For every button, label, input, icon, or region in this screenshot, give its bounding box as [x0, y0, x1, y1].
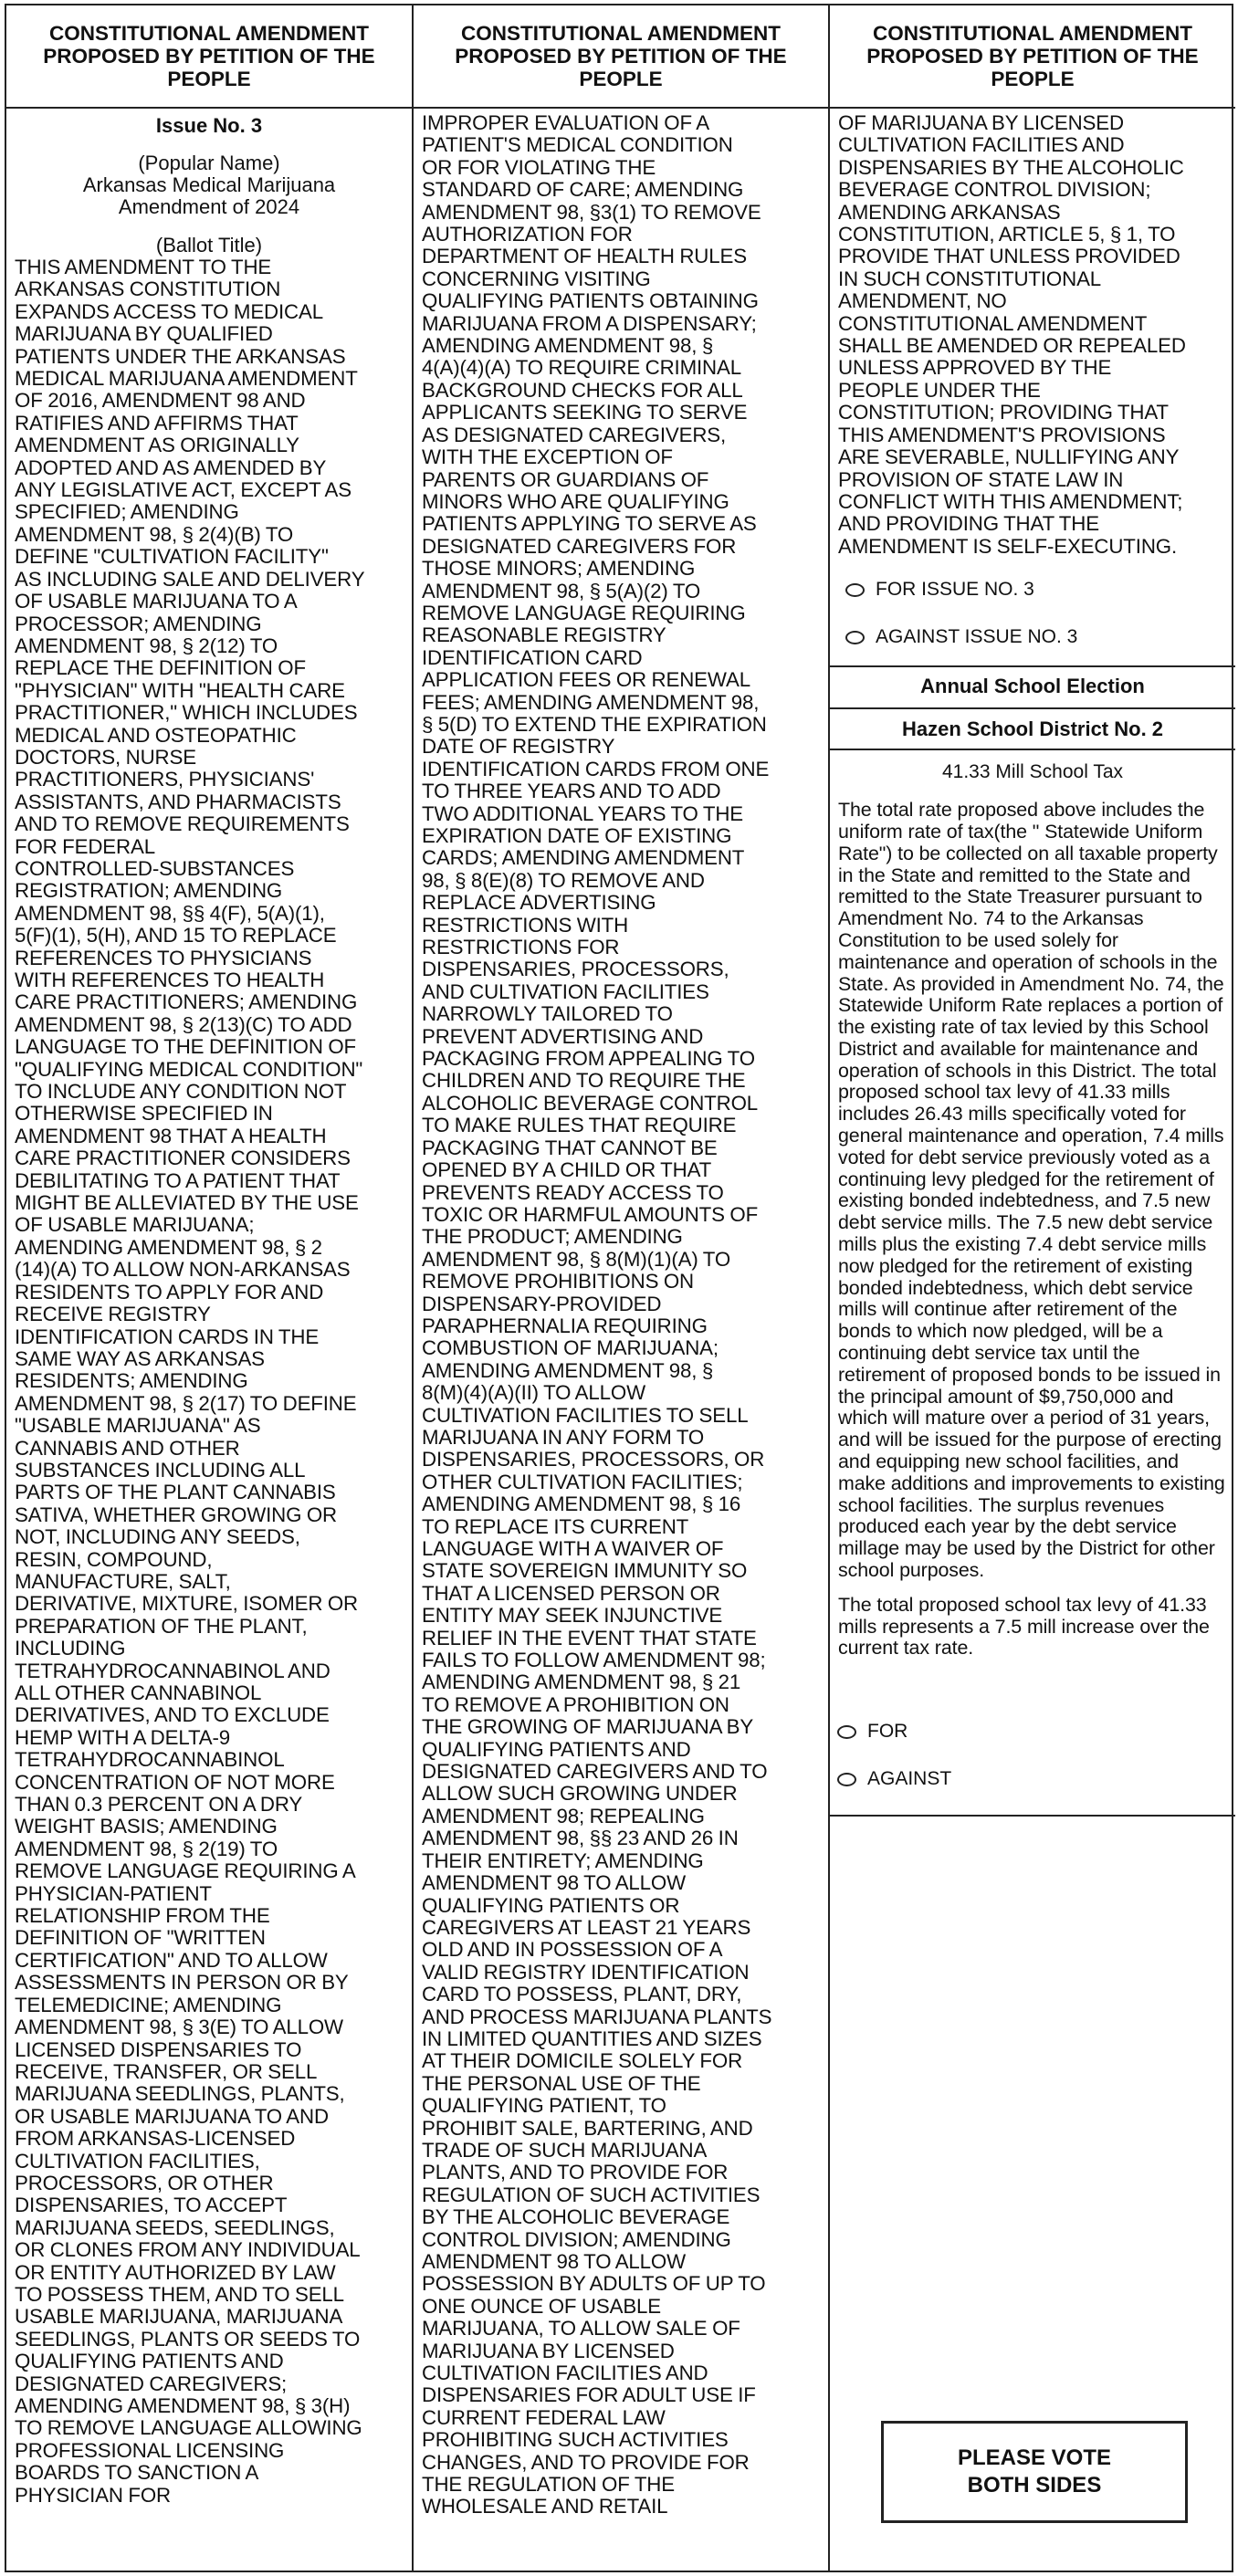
ballot-text-line: 4(A)(4)(A) TO REQUIRE CRIMINAL [422, 356, 741, 380]
ballot-text-line: WHOLESALE AND RETAIL [422, 2495, 668, 2518]
ballot-text-line: AMENDMENT 98, § 2(12) TO [15, 634, 278, 657]
ballot-text-line: PLANTS, AND TO PROVIDE FOR [422, 2161, 729, 2184]
ballot-text-line: REPLACE ADVERTISING [422, 891, 656, 915]
ballot-text-line: ALL OTHER CANNABINOL [15, 1681, 262, 1704]
ballot-text-line: REGULATION OF SUCH ACTIVITIES [422, 2183, 761, 2206]
ballot-text-line: CULTIVATION FACILITIES TO SELL [422, 1403, 749, 1427]
ballot-text-line: IDENTIFICATION CARD [422, 645, 643, 669]
ballot-text-line: PHYSICIAN FOR [15, 2483, 171, 2507]
ballot-text-line: DOCTORS, NURSE [15, 745, 196, 769]
ballot-text-line: DISPENSARY-PROVIDED [422, 1292, 662, 1315]
issue-3-against-label: AGAINST ISSUE NO. 3 [876, 626, 1078, 648]
ballot-text-line: (14)(A) TO ALLOW NON-ARKANSAS [15, 1258, 351, 1282]
ballot-text-line: NARROWLY TAILORED TO [422, 1002, 673, 1026]
column-header: CONSTITUTIONAL AMENDMENT PROPOSED BY PETITION OF THE PEOPLE [414, 5, 828, 109]
ballot-text-line: CONTROLLED-SUBSTANCES [15, 856, 295, 880]
popular-name-line-1: Arkansas Medical Marijuana [82, 173, 336, 196]
popular-name-line-2: Amendment of 2024 [118, 195, 300, 218]
ballot-text-line: RESIDENTS; AMENDING [15, 1369, 248, 1393]
ballot-text-line: CERTIFICATION" AND TO ALLOW [15, 1948, 328, 1972]
ballot-text-line: DERIVATIVES, AND TO EXCLUDE [15, 1703, 330, 1727]
ballot-text-line: MARIJUANA BY QUALIFIED [15, 322, 273, 346]
ballot-text-line: DISPENSARIES, PROCESSORS, OR [422, 1448, 765, 1471]
ballot-text-line: TO THREE YEARS AND TO ADD [422, 780, 721, 803]
ballot-text-line: CONSTITUTION; PROVIDING THAT [838, 401, 1169, 424]
ballot-text-line: REMOVE LANGUAGE REQUIRING A [15, 1859, 356, 1883]
ballot-text-line: MARIJUANA SEEDLINGS, PLANTS, [15, 2082, 345, 2106]
ballot-text-line: CULTIVATION FACILITIES, [15, 2149, 260, 2173]
ballot-text-line: 98, § 8(E)(8) TO REMOVE AND [422, 868, 705, 892]
ballot-text-line: IN SUCH CONSTITUTIONAL [838, 267, 1102, 290]
ballot-text-line: PREVENT ADVERTISING AND [422, 1024, 704, 1048]
ballot-title-text-part-3 [838, 112, 1227, 558]
ballot-text-line: AMENDMENT 98, § 8(M)(1)(A) TO [422, 1247, 731, 1271]
ballot-text-line: OR FOR VIOLATING THE [422, 155, 656, 179]
column-header: CONSTITUTIONAL AMENDMENT PROPOSED BY PETITION OF THE PEOPLE [830, 5, 1235, 109]
ballot-text-line: TOXIC OR HARMFUL AMOUNTS OF [422, 1202, 759, 1226]
ballot-text-line: CULTIVATION FACILITIES AND [422, 2361, 708, 2385]
tax-for-option[interactable] [837, 1720, 1235, 1744]
ballot-text-line: FAILS TO FOLLOW AMENDMENT 98; [422, 1649, 766, 1672]
ballot-text-line: RATIFIES AND AFFIRMS THAT [15, 411, 299, 435]
vote-oval-icon[interactable] [845, 583, 865, 597]
ballot-text-line: SEEDLINGS, PLANTS OR SEEDS TO [15, 2327, 361, 2351]
ballot-text-line: CONCENTRATION OF NOT MORE [15, 1770, 335, 1794]
ballot-title-text-part-1 [15, 257, 404, 2507]
ballot-text-line: REMOVE PROHIBITIONS ON [422, 1270, 694, 1293]
ballot-text-line: APPLICATION FEES OR RENEWAL [422, 668, 750, 692]
ballot-text-line: MEDICAL AND OSTEOPATHIC [15, 723, 297, 747]
ballot-text-line: DATE OF REGISTRY [422, 735, 615, 759]
ballot-text-line: AND PROCESS MARIJUANA PLANTS [422, 2005, 772, 2028]
ballot-text-line: TRADE OF SUCH MARIJUANA [422, 2138, 708, 2162]
ballot-text-line: SAME WAY AS ARKANSAS [15, 1346, 265, 1370]
ballot-text-line: AMENDMENT 98, § 2(13)(C) TO ADD [15, 1012, 352, 1036]
ballot-text-line: THAN 0.3 PERCENT ON A DRY [15, 1793, 303, 1817]
issue-3-section [6, 109, 412, 2507]
ballot-text-line: RESTRICTIONS WITH [422, 913, 629, 937]
ballot-text-line: PATIENTS UNDER THE ARKANSAS [15, 344, 346, 368]
issue-3-against-option[interactable] [845, 625, 1227, 649]
ballot-title-label: (Ballot Title) [155, 234, 263, 257]
ballot-text-line: BEVERAGE CONTROL DIVISION; [838, 178, 1151, 202]
ballot-text-line: THOSE MINORS; AMENDING [422, 557, 696, 581]
ballot-text-line: DEFINE "CULTIVATION FACILITY" [15, 545, 329, 569]
ballot-text-line: QUALIFYING PATIENT, TO [422, 2094, 666, 2118]
ballot-text-line: OR USABLE MARIJUANA TO AND [15, 2104, 329, 2128]
ballot-text-line: TWO ADDITIONAL YEARS TO THE [422, 801, 744, 825]
ballot-text-line: PARENTS OR GUARDIANS OF [422, 467, 709, 491]
ballot-text-line: OTHERWISE SPECIFIED IN [15, 1102, 273, 1126]
ballot-text-line: HEMP WITH A DELTA-9 [15, 1725, 231, 1749]
ballot-text-line: OR ENTITY AUTHORIZED BY LAW [15, 2260, 336, 2284]
ballot-text-line: SATIVA, WHETHER GROWING OR [15, 1503, 338, 1526]
ballot-column-1 [6, 5, 414, 2571]
ballot-text-line: PACKAGING THAT CANNOT BE [422, 1136, 718, 1159]
tax-paragraph-1: The total rate proposed above includes the uniform rate of tax(the " Statewide Uniform Rate") to be collected on all taxable property in the State and remitted to the State and remitted to the State Treasurer pursuant to Amendment No. 74 to the Arkansas Constitution to be used solely for maintenance and operation of schools in the State. As provided in Amendment No. 74, the Statewide Uniform Rate replaces a portion of the existing rate of tax levied by this School District and available for maintenance and operation of schools in this District. The total proposed school tax levy of 41.33 mills includes 26.43 mills specifically voted for general maintenance and operation, 7.4 mills voted for debt service previously voted as a continuing levy pledged for the retirement of existing bonded indebtedness, and 7.5 new debt service mills. The 7.5 new debt service mills plus the existing 7.4 debt service mills now pledged for the retirement of existing bonded indebtedness, which debt service mills will continue after retirement of the bonds to which now pledged, will be a continuing debt service tax until the retirement of proposed bonds to be issued in the principal amount of $9,750,000 and which will mature over a period of 31 years, and will be issued for the purpose of erecting and equipping new school facilities, and make additions and improvements to existing school facilities. The surplus revenues produced each year by the debt service millage may be used by the District for other school purposes. [838, 799, 1225, 1582]
ballot-text-line: CARDS; AMENDING AMENDMENT [422, 846, 745, 870]
ballot-text-line: SHALL BE AMENDED OR REPEALED [838, 334, 1186, 358]
ballot-text-line: AMENDING AMENDMENT 98, § [422, 1358, 714, 1382]
ballot-text-line: IDENTIFICATION CARDS FROM ONE [422, 757, 770, 780]
ballot-text-line: CULTIVATION FACILITIES AND [838, 133, 1125, 157]
ballot-text-line: AMENDING AMENDMENT 98, § 21 [422, 1670, 741, 1694]
ballot-text-line: AMENDMENT 98, § 3(E) TO ALLOW [15, 2016, 343, 2039]
ballot-text-line: PARAPHERNALIA REQUIRING [422, 1314, 708, 1337]
ballot-text-line: OPENED BY A CHILD OR THAT [422, 1158, 712, 1182]
column-header: CONSTITUTIONAL AMENDMENT PROPOSED BY PETITION OF THE PEOPLE [6, 5, 412, 109]
ballot-text-line: THIS AMENDMENT'S PROVISIONS [838, 423, 1166, 446]
ballot-text-line: PROHIBITING SUCH ACTIVITIES [422, 2428, 729, 2452]
ballot-text-line: ARE SEVERABLE, NULLIFYING ANY [838, 445, 1180, 469]
ballot-text-line: AMENDMENT 98, §§ 4(F), 5(A)(1), [15, 901, 325, 925]
ballot-text-line: OR CLONES FROM ANY INDIVIDUAL [15, 2238, 361, 2262]
ballot-text-line: MARIJUANA IN ANY FORM TO [422, 1425, 705, 1449]
ballot-text-line: DESIGNATED CAREGIVERS FOR [422, 534, 737, 558]
ballot-text-line: CAREGIVERS AT LEAST 21 YEARS [422, 1915, 751, 1939]
ballot-column-3 [830, 5, 1235, 2571]
ballot-text-line: ALLOW SUCH GROWING UNDER [422, 1782, 738, 1806]
ballot-text-line: REFERENCES TO PHYSICIANS [15, 946, 312, 969]
ballot-text-line: PRACTITIONERS, PHYSICIANS' [15, 768, 315, 791]
ballot-text-line: 5(F)(1), 5(H), AND 15 TO REPLACE [15, 924, 337, 948]
ballot-text-line: ASSESSMENTS IN PERSON OR BY [15, 1971, 349, 1995]
ballot-text-line: THIS AMENDMENT TO THE [15, 256, 272, 278]
ballot-text-line: ENTITY MAY SEEK INJUNCTIVE [422, 1604, 723, 1628]
ballot-text-line: THE PERSONAL USE OF THE [422, 2071, 701, 2095]
ballot-text-line: MIGHT BE ALLEVIATED BY THE USE [15, 1191, 359, 1215]
ballot-text-line: BOARDS TO SANCTION A [15, 2461, 259, 2485]
ballot-text-line: 8(M)(4)(A)(II) TO ALLOW [422, 1381, 645, 1405]
ballot-text-line: WITH REFERENCES TO HEALTH [15, 969, 325, 991]
ballot-text-line: MANUFACTURE, SALT, [15, 1569, 231, 1593]
ballot-text-line: PROFESSIONAL LICENSING [15, 2438, 285, 2462]
ballot-text-line: AMENDMENT 98 TO ALLOW [422, 1871, 687, 1895]
issue-3-for-option[interactable] [845, 578, 1227, 602]
ballot-text-line: AND TO REMOVE REQUIREMENTS [15, 812, 350, 836]
ballot-text-line: OF USABLE MARIJUANA TO A [15, 590, 298, 613]
ballot-text-line: QUALIFYING PATIENTS OR [422, 1893, 680, 1917]
ballot-text-line: PROVISION OF STATE LAW IN [838, 467, 1124, 491]
ballot-text-line: CONSTITUTIONAL AMENDMENT [838, 311, 1148, 335]
ballot-text-line: AMENDMENT 98, § 2(17) TO DEFINE [15, 1391, 357, 1415]
ballot-text-line: REGISTRATION; AMENDING [15, 879, 283, 903]
ballot-text-line: PREPARATION OF THE PLANT, [15, 1614, 308, 1638]
ballot-text-line: DISPENSARIES, TO ACCEPT [15, 2194, 288, 2217]
tax-explanation [830, 800, 1235, 1660]
ballot-text-line: PROCESSORS, OR OTHER [15, 2171, 274, 2194]
ballot-text-line: OF USABLE MARIJUANA; [15, 1213, 255, 1237]
school-election-heading: Annual School Election [830, 665, 1235, 709]
tax-against-option[interactable] [837, 1767, 1235, 1791]
ballot-text-line: DEPARTMENT OF HEALTH RULES [422, 245, 747, 268]
ballot-text-line: CURRENT FEDERAL LAW [422, 2405, 666, 2429]
ballot-text-line: BACKGROUND CHECKS FOR ALL [422, 378, 743, 402]
ballot-text-line: ANY LEGISLATIVE ACT, EXCEPT AS [15, 478, 351, 502]
ballot-text-line: IDENTIFICATION CARDS IN THE [15, 1325, 320, 1348]
ballot-text-line: DISPENSARIES FOR ADULT USE IF [422, 2383, 756, 2407]
ballot-text-line: "PHYSICIAN" WITH "HEALTH CARE [15, 678, 345, 702]
ballot-text-line: "QUALIFYING MEDICAL CONDITION" [15, 1057, 363, 1081]
issue-number: Issue No. 3 [155, 114, 263, 137]
ballot-text-line: AND PROVIDING THAT THE [838, 512, 1099, 536]
popular-name-label: (Popular Name) [138, 152, 280, 174]
vote-oval-icon[interactable] [837, 1773, 856, 1786]
ballot-text-line: ARKANSAS CONSTITUTION [15, 277, 281, 301]
ballot-text-line: APPLICANTS SEEKING TO SERVE [422, 401, 748, 424]
ballot-text-line: CARD TO POSSESS, PLANT, DRY, [422, 1983, 742, 2006]
ballot-text-line: OLD AND IN POSSESSION OF A [422, 1938, 723, 1962]
ballot-text-line: RELIEF IN THE EVENT THAT STATE [422, 1626, 757, 1649]
ballot-text-line: VALID REGISTRY IDENTIFICATION [422, 1960, 750, 1984]
ballot-text-line: OF MARIJUANA BY LICENSED [838, 111, 1124, 134]
ballot-text-line: THE REGULATION OF THE [422, 2473, 675, 2497]
ballot-text-line: CHILDREN AND TO REQUIRE THE [422, 1069, 746, 1093]
ballot-text-line: CHANGES, AND TO PROVIDE FOR [422, 2450, 750, 2474]
ballot-text-line: AMENDMENT 98, §§ 23 AND 26 IN [422, 1827, 739, 1850]
ballot-text-line: EXPANDS ACCESS TO MEDICAL [15, 299, 323, 323]
ballot-text-line: TELEMEDICINE; AMENDING [15, 1993, 282, 2016]
ballot-text-line: CONSTITUTION, ARTICLE 5, § 1, TO [838, 223, 1176, 246]
ballot-text-line: DESIGNATED CAREGIVERS AND TO [422, 1760, 768, 1784]
ballot-text-line: REASONABLE REGISTRY [422, 623, 666, 647]
ballot-text-line: AMENDMENT, NO [838, 289, 1007, 313]
ballot-text-line: CARE PRACTITIONER CONSIDERS [15, 1147, 351, 1170]
ballot-text-line: AMENDMENT 98; REPEALING [422, 1804, 705, 1827]
ballot-text-line: SPECIFIED; AMENDING [15, 500, 239, 524]
ballot-text-line: CARE PRACTITIONERS; AMENDING [15, 990, 358, 1014]
ballot-text-line: POSSESSION BY ADULTS OF UP TO [422, 2272, 766, 2296]
ballot-text-line: AMENDING AMENDMENT 98, § [422, 334, 714, 358]
ballot-text-line: USABLE MARIJUANA, MARIJUANA [15, 2305, 343, 2329]
ballot-text-line: TETRAHYDROCANNABINOL [15, 1748, 285, 1772]
ballot-text-line: CONTROL DIVISION; AMENDING [422, 2227, 731, 2251]
ballot-text-line: RELATIONSHIP FROM THE [15, 1904, 270, 1928]
ballot-text-line: TETRAHYDROCANNABINOL AND [15, 1659, 330, 1682]
ballot-text-line: AMENDING AMENDMENT 98, § 3(H) [15, 2394, 351, 2417]
ballot-text-line: PROVIDE THAT UNLESS PROVIDED [838, 245, 1180, 268]
ballot-text-line: INCLUDING [15, 1637, 126, 1660]
ballot-text-line: STATE SOVEREIGN IMMUNITY SO [422, 1559, 748, 1583]
section-divider [830, 1815, 1235, 1817]
ballot-text-line: DERIVATIVE, MIXTURE, ISOMER OR [15, 1592, 358, 1616]
ballot-text-line: WITH THE EXCEPTION OF [422, 445, 673, 469]
tax-paragraph-2: The total proposed school tax levy of 41.33 mills represents a 7.5 mill increase over the current tax rate. [838, 1593, 1210, 1660]
ballot-text-line: DEFINITION OF "WRITTEN [15, 1926, 266, 1950]
ballot-text-line: THE PRODUCT; AMENDING [422, 1225, 683, 1249]
ballot-text-line: FEES; AMENDING AMENDMENT 98, [422, 690, 760, 714]
ballot-title-text-part-2 [422, 112, 820, 2518]
ballot-text-line: § 5(D) TO EXTEND THE EXPIRATION [422, 712, 767, 736]
ballot-text-line: "USABLE MARIJUANA" AS [15, 1414, 261, 1438]
ballot-text-line: AMENDMENT 98, §3(1) TO REMOVE [422, 200, 761, 224]
ballot-text-line: NOT, INCLUDING ANY SEEDS, [15, 1525, 300, 1549]
ballot-text-line: QUALIFYING PATIENTS AND [15, 2350, 284, 2373]
ballot-text-line: CONCERNING VISITING [422, 267, 651, 290]
ballot-text-line: BY THE ALCOHOLIC BEVERAGE [422, 2205, 730, 2229]
ballot-text-line: ADOPTED AND AS AMENDED BY [15, 456, 327, 479]
ballot-text-line: AMENDING AMENDMENT 98, § 2 [15, 1235, 322, 1259]
ballot-text-line: THAT A LICENSED PERSON OR [422, 1581, 720, 1605]
ballot-text-line: LANGUAGE TO THE DEFINITION OF [15, 1035, 356, 1059]
ballot-text-line: PRACTITIONER," WHICH INCLUDES [15, 701, 358, 725]
ballot-text-line: MINORS WHO ARE QUALIFYING [422, 489, 729, 513]
ballot-text-line: AMENDMENT 98, § 2(19) TO [15, 1837, 278, 1860]
ballot-text-line: PATIENT'S MEDICAL CONDITION [422, 133, 733, 157]
ballot-text-line: CONFLICT WITH THIS AMENDMENT; [838, 489, 1183, 513]
ballot-text-line: QUALIFYING PATIENTS OBTAINING [422, 289, 759, 313]
vote-oval-icon[interactable] [837, 1725, 856, 1739]
ballot-text-line: STANDARD OF CARE; AMENDING [422, 178, 744, 202]
ballot-text-line: DISPENSARIES BY THE ALCOHOLIC [838, 155, 1184, 179]
ballot-text-line: AMENDMENT 98, § 5(A)(2) TO [422, 579, 701, 602]
ballot-text-line: AMENDMENT AS ORIGINALLY [15, 434, 299, 457]
ballot-text-line: SUBSTANCES INCLUDING ALL [15, 1458, 306, 1482]
ballot-text-line: PEOPLE UNDER THE [838, 378, 1041, 402]
ballot-text-line: PREVENTS READY ACCESS TO [422, 1180, 724, 1204]
ballot-text-line: TO REMOVE A PROHIBITION ON [422, 1692, 729, 1716]
ballot-text-line: MEDICAL MARIJUANA AMENDMENT [15, 367, 358, 391]
ballot-text-line: LANGUAGE WITH A WAIVER OF [422, 1537, 724, 1560]
ballot-column-2 [414, 5, 830, 2571]
ballot-text-line: UNLESS APPROVED BY THE [838, 356, 1112, 380]
ballot-text-line: ALCOHOLIC BEVERAGE CONTROL [422, 1091, 759, 1115]
ballot-text-line: OF 2016, AMENDMENT 98 AND [15, 389, 306, 413]
ballot-text-line: IMPROPER EVALUATION OF A [422, 111, 709, 134]
ballot-text-line: REMOVE LANGUAGE REQUIRING [422, 601, 746, 624]
ballot-text-line: LICENSED DISPENSARIES TO [15, 2037, 302, 2061]
ballot-text-line: REPLACE THE DEFINITION OF [15, 656, 306, 680]
ballot-text-line: PROCESSOR; AMENDING [15, 612, 262, 635]
ballot-text-line: IN LIMITED QUANTITIES AND SIZES [422, 2026, 762, 2050]
ballot-text-line: THE GROWING OF MARIJUANA BY [422, 1715, 754, 1739]
ballot-text-line: AMENDING ARKANSAS [838, 200, 1061, 224]
ballot-text-line: DEBILITATING TO A PATIENT THAT [15, 1168, 341, 1192]
ballot-text-line: QUALIFYING PATIENTS AND [422, 1737, 691, 1761]
ballot-text-line: TO REPLACE ITS CURRENT [422, 1514, 689, 1538]
ballot-text-line: COMBUSTION OF MARIJUANA; [422, 1336, 719, 1360]
ballot-text-line: MARIJUANA FROM A DISPENSARY; [422, 311, 757, 335]
ballot-text-line: WEIGHT BASIS; AMENDING [15, 1815, 278, 1838]
ballot-text-line: RESTRICTIONS FOR [422, 936, 620, 959]
ballot-text-line: RESIN, COMPOUND, [15, 1547, 213, 1571]
ballot-text-line: RECEIVE, TRANSFER, OR SELL [15, 2059, 318, 2083]
ballot-text-line: THEIR ENTIRETY; AMENDING [422, 1848, 704, 1872]
ballot-text-line: AMENDMENT 98, § 2(4)(B) TO [15, 522, 294, 546]
ballot-text-line: RESIDENTS TO APPLY FOR AND [15, 1280, 324, 1304]
please-vote-both-sides-box: PLEASE VOTE BOTH SIDES [881, 2421, 1188, 2523]
ballot-text-line: FOR FEDERAL [15, 834, 155, 858]
ballot-text-line: ASSISTANTS, AND PHARMACISTS [15, 790, 341, 813]
ballot-text-line: PROHIBIT SALE, BARTERING, AND [422, 2116, 753, 2140]
ballot-text-line: EXPIRATION DATE OF EXISTING [422, 824, 732, 847]
tax-against-label: AGAINST [867, 1768, 952, 1790]
ballot-text-line: AMENDING AMENDMENT 98, § 16 [422, 1492, 741, 1516]
ballot-text-line: OTHER CULTIVATION FACILITIES; [422, 1470, 743, 1493]
ballot-text-line: AMENDMENT 98 TO ALLOW [422, 2250, 687, 2273]
tax-measure-title: 41.33 Mill School Tax [941, 761, 1124, 783]
school-district-name: Hazen School District No. 2 [830, 709, 1235, 750]
ballot-text-line: MARIJUANA BY LICENSED [422, 2339, 675, 2362]
ballot-text-line: DESIGNATED CAREGIVERS; [15, 2372, 288, 2395]
vote-oval-icon[interactable] [845, 631, 865, 644]
ballot-text-line: PACKAGING FROM APPEALING TO [422, 1047, 755, 1071]
ballot-text-line: AND CULTIVATION FACILITIES [422, 979, 709, 1003]
ballot-text-line: AS INCLUDING SALE AND DELIVERY [15, 567, 365, 591]
ballot-text-line: AMENDMENT IS SELF-EXECUTING. [838, 534, 1178, 558]
tax-for-label: FOR [867, 1721, 908, 1743]
ballot-text-line: AUTHORIZATION FOR [422, 223, 633, 246]
ballot-text-line: AS DESIGNATED CAREGIVERS, [422, 423, 727, 446]
ballot-text-line: MARIJUANA, TO ALLOW SALE OF [422, 2317, 740, 2340]
ballot-text-line: TO REMOVE LANGUAGE ALLOWING [15, 2416, 362, 2440]
ballot-text-line: AT THEIR DOMICILE SOLELY FOR [422, 2049, 743, 2073]
ballot-text-line: TO INCLUDE ANY CONDITION NOT [15, 1080, 347, 1104]
ballot-text-line: CANNABIS AND OTHER [15, 1436, 240, 1460]
ballot-text-line: PARTS OF THE PLANT CANNABIS [15, 1481, 336, 1504]
ballot-text-line: RECEIVE REGISTRY [15, 1303, 211, 1326]
issue-3-for-label: FOR ISSUE NO. 3 [876, 579, 1034, 601]
ballot-text-line: TO MAKE RULES THAT REQUIRE [422, 1114, 737, 1137]
ballot-page [5, 4, 1233, 2572]
ballot-text-line: DISPENSARIES, PROCESSORS, [422, 958, 729, 981]
ballot-text-line: ONE OUNCE OF USABLE [422, 2294, 662, 2318]
ballot-text-line: PATIENTS APPLYING TO SERVE AS [422, 512, 757, 536]
ballot-text-line: TO POSSESS THEM, AND TO SELL [15, 2282, 344, 2306]
ballot-text-line: FROM ARKANSAS-LICENSED [15, 2127, 296, 2151]
ballot-text-line: AMENDMENT 98 THAT A HEALTH [15, 1124, 327, 1147]
ballot-text-line: PHYSICIAN-PATIENT [15, 1881, 212, 1905]
ballot-text-line: MARIJUANA SEEDS, SEEDLINGS, [15, 2215, 335, 2239]
